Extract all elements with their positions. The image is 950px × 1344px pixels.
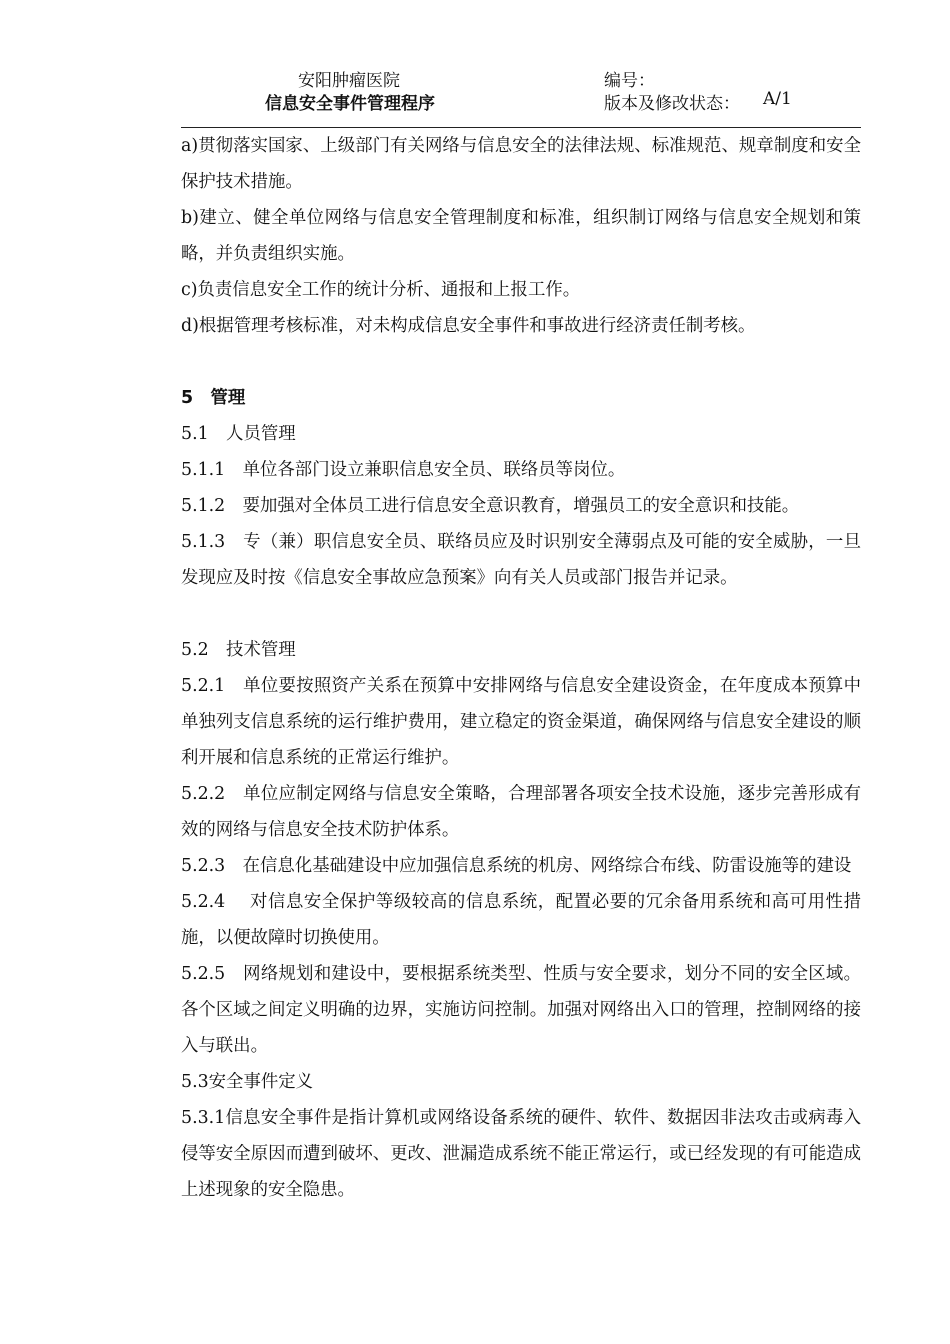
section-5-2-heading: 5.2 技术管理 xyxy=(181,640,296,660)
section-5-1-heading: 5.1 人员管理 xyxy=(181,424,296,444)
header-number-label: 编号： xyxy=(604,71,655,91)
clause-5-1-3: 5.1.3 专（兼）职信息安全员、联络员应及时识别安全薄弱点及可能的安全威胁，一旦发现应及时按《信息安全事故应急预案》向有关人员或部门报告并记录。 xyxy=(181,532,861,588)
clause-5-3-1: 5.3.1信息安全事件是指计算机或网络设备系统的硬件、软件、数据因非法攻击或病毒入侵等安全原因而遭到破坏、更改、泄漏造成系统不能正常运行，或已经发现的有可能造成上述现象的安全隐患。 xyxy=(181,1108,861,1200)
section-5-heading: 5 管理 xyxy=(181,388,246,408)
paragraph-b: b)建立、健全单位网络与信息安全管理制度和标准，组织制订网络与信息安全规划和策略，并负责组织实施。 xyxy=(181,208,861,264)
header-doc-title: 信息安全事件管理程序 xyxy=(265,94,435,114)
clause-5-2-3: 5.2.3 在信息化基础建设中应加强信息系统的机房、网络综合布线、防雷设施等的建设 xyxy=(181,856,852,876)
clause-5-1-2: 5.1.2 要加强对全体员工进行信息安全意识教育，增强员工的安全意识和技能。 xyxy=(181,496,800,516)
paragraph-c: c)负责信息安全工作的统计分析、通报和上报工作。 xyxy=(181,280,581,300)
header-org: 安阳肿瘤医院 xyxy=(298,71,400,91)
paragraph-d: d)根据管理考核标准，对未构成信息安全事件和事故进行经济责任制考核。 xyxy=(181,316,756,336)
header-version-value: A/1 xyxy=(763,89,792,109)
header-version-label: 版本及修改状态： xyxy=(604,94,740,114)
document-body xyxy=(181,128,861,1208)
clause-5-1-1: 5.1.1 单位各部门设立兼职信息安全员、联络员等岗位。 xyxy=(181,460,626,480)
clause-5-2-1: 5.2.1 单位要按照资产关系在预算中安排网络与信息安全建设资金，在年度成本预算中单独列支信息系统的运行维护费用，建立稳定的资金渠道，确保网络与信息安全建设的顺利开展和信息系统的正常运行维护。 xyxy=(181,676,861,768)
clause-5-2-4: 5.2.4 对信息安全保护等级较高的信息系统，配置必要的冗余备用系统和高可用性措施，以便故障时切换使用。 xyxy=(181,892,861,948)
section-5-3-heading: 5.3安全事件定义 xyxy=(181,1072,314,1092)
clause-5-2-5: 5.2.5 网络规划和建设中，要根据系统类型、性质与安全要求，划分不同的安全区域。各个区域之间定义明确的边界，实施访问控制。加强对网络出入口的管理，控制网络的接入与联出。 xyxy=(181,964,861,1056)
spacer xyxy=(181,344,861,380)
paragraph-a: a)贯彻落实国家、上级部门有关网络与信息安全的法律法规、标准规范、规章制度和安全保护技术措施。 xyxy=(181,136,861,192)
clause-5-2-2: 5.2.2 单位应制定网络与信息安全策略，合理部署各项安全技术设施，逐步完善形成有效的网络与信息安全技术防护体系。 xyxy=(181,784,861,840)
spacer xyxy=(181,596,861,632)
